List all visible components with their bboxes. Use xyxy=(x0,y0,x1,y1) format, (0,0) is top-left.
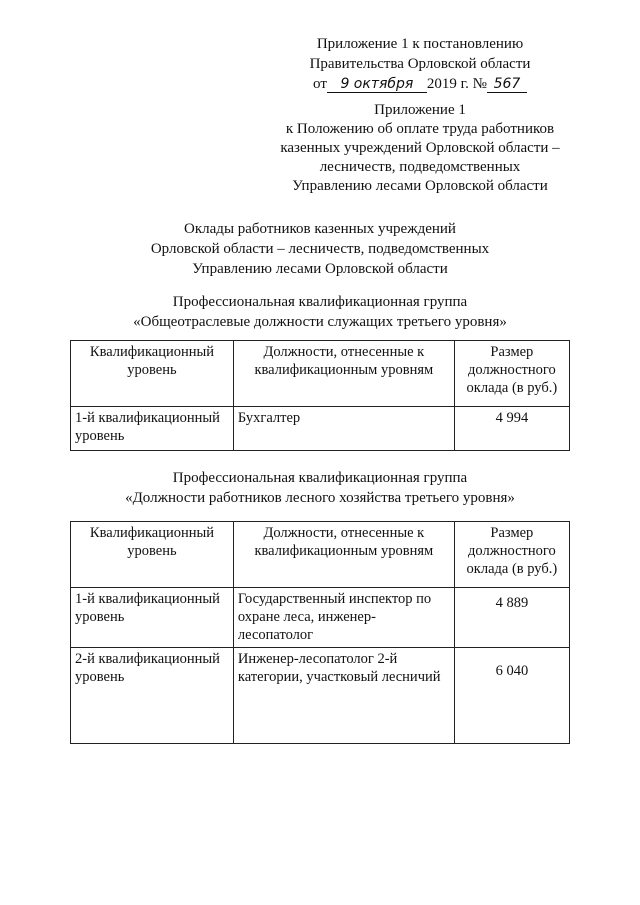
header-positions: Должности, отнесенные к квалификационным уровням xyxy=(233,341,454,407)
header-level: Квалификационный уровень xyxy=(71,522,234,588)
group-title-line: Профессиональная квалификационная группа xyxy=(172,470,468,486)
group-title-1 xyxy=(0,292,640,332)
date-prefix: от xyxy=(313,76,327,92)
annex-header xyxy=(290,34,550,94)
handwritten-number: 567 xyxy=(487,76,527,93)
table-header-row xyxy=(71,522,570,588)
salary-table-2 xyxy=(70,521,570,744)
cell-salary: 4 994 xyxy=(454,407,569,451)
sub-annex-line: Приложение 1 xyxy=(374,102,466,118)
handwritten-date: 9 октября xyxy=(327,76,427,93)
salary-table-1 xyxy=(70,340,570,451)
group-title-2 xyxy=(0,468,640,508)
table-row xyxy=(71,588,570,648)
group-title-line: Профессиональная квалификационная группа xyxy=(172,294,468,310)
sub-annex-header xyxy=(255,101,585,196)
government-name: Правительства Орловской области xyxy=(309,56,531,72)
cell-salary: 6 040 xyxy=(454,648,569,744)
cell-positions: Инженер-лесопатолог 2-й категории, участковый лесничий xyxy=(233,648,454,744)
document-title xyxy=(0,219,640,279)
group-title-line: «Должности работников лесного хозяйства третьего уровня» xyxy=(125,490,515,506)
title-line: Оклады работников казенных учреждений xyxy=(184,221,456,237)
table-header-row xyxy=(71,341,570,407)
year-text: 2019 г. № xyxy=(426,76,487,92)
header-salary: Размер должностного оклада (в руб.) xyxy=(454,341,569,407)
group-title-line: «Общеотраслевые должности служащих третьего уровня» xyxy=(133,314,507,330)
header-salary: Размер должностного оклада (в руб.) xyxy=(454,522,569,588)
cell-level: 1-й квалификационный уровень xyxy=(71,588,234,648)
sub-annex-line: казенных учреждений Орловской области – xyxy=(280,140,560,156)
sub-annex-line: лесничеств, подведомственных xyxy=(319,159,521,175)
table-row xyxy=(71,648,570,744)
cell-positions: Бухгалтер xyxy=(233,407,454,451)
header-level: Квалификационный уровень xyxy=(71,341,234,407)
cell-salary: 4 889 xyxy=(454,588,569,648)
title-line: Орловской области – лесничеств, подведомственных xyxy=(150,241,490,257)
sub-annex-line: Управлению лесами Орловской области xyxy=(292,178,548,194)
sub-annex-line: к Положению об оплате труда работников xyxy=(285,121,555,137)
cell-positions: Государственный инспектор по охране леса, инженер-лесопатолог xyxy=(233,588,454,648)
title-line: Управлению лесами Орловской области xyxy=(192,261,448,277)
annex-title: Приложение 1 к постановлению xyxy=(316,36,524,52)
header-positions: Должности, отнесенные к квалификационным уровням xyxy=(233,522,454,588)
cell-level: 2-й квалификационный уровень xyxy=(71,648,234,744)
table-row xyxy=(71,407,570,451)
cell-level: 1-й квалификационный уровень xyxy=(71,407,234,451)
decree-date-line xyxy=(290,74,550,94)
